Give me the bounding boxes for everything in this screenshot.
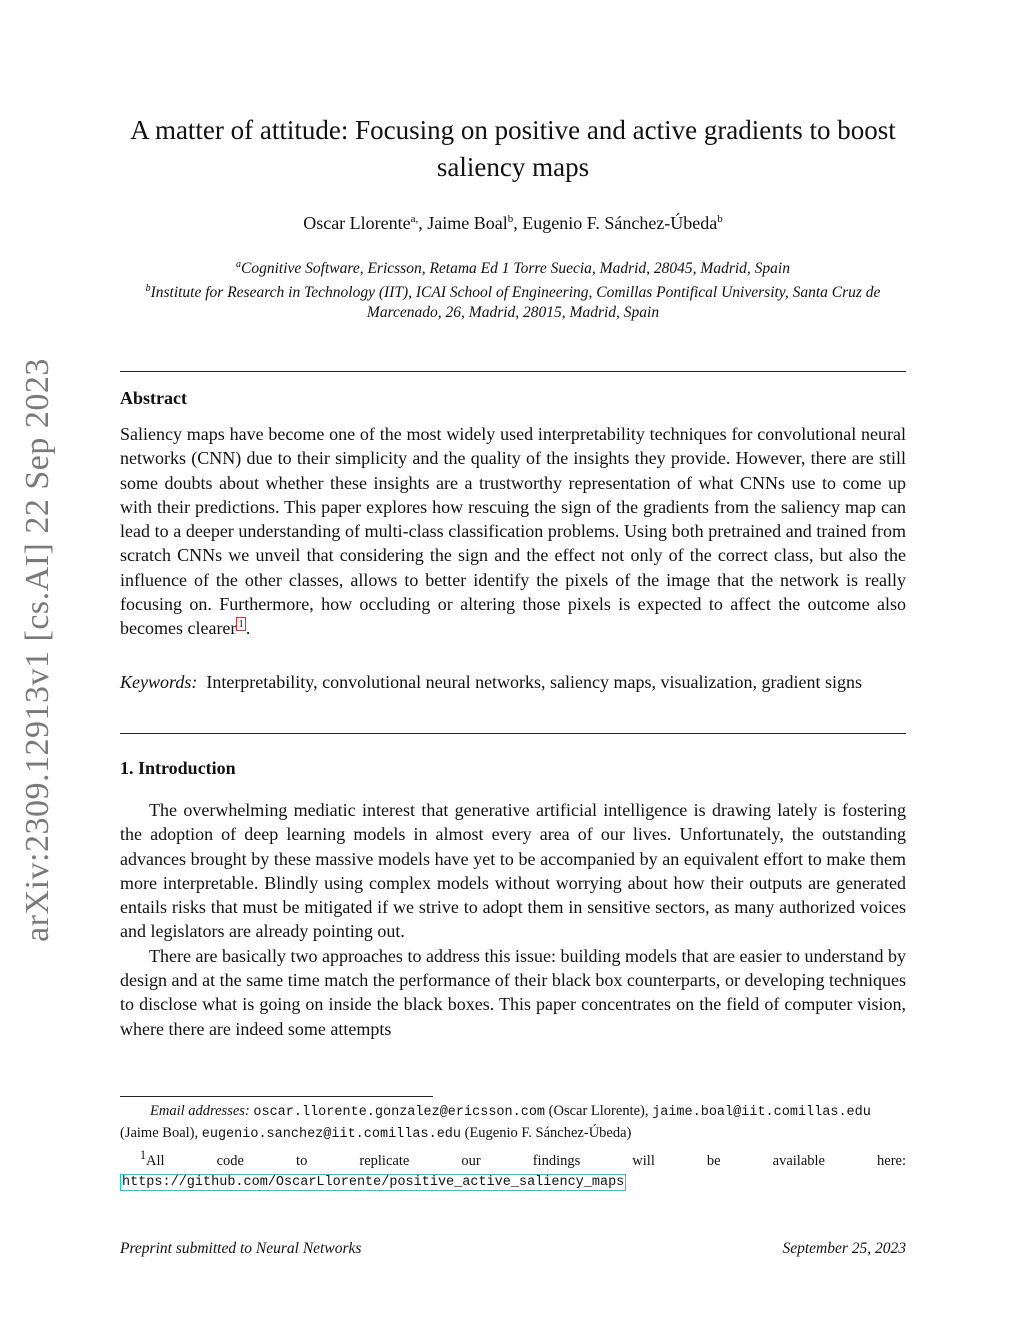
affiliation-mark: b (145, 283, 151, 295)
arxiv-side-stamp (8, 358, 68, 942)
affiliation-list (120, 255, 906, 323)
section-heading-introduction: 1. Introduction (120, 758, 236, 778)
footnote-ref-link[interactable]: 1 (238, 618, 244, 631)
email-owner: (Eugenio F. Sánchez-Úbeda) (464, 1125, 632, 1141)
introduction-body (120, 798, 906, 1041)
abstract-end: . (245, 618, 251, 639)
intro-paragraph: The overwhelming mediatic interest that generative artificial intelligence is drawing lately is fostering the adoption of deep learning models in almost every area of our lives. Unfortunately, the outstanding advances brought by these massive models have yet to be accompanied by an equivalent effort to make them more interpretable. Blindly using complex models without worrying about how their outputs are generated entails risks that must be mitigated if we strive to adopt them in sensitive sectors, as many authorized voices and legislators are already pointing out. (120, 800, 906, 942)
email-link[interactable]: jaime.boal@iit.comillas.edu (652, 1105, 871, 1120)
footnotes (120, 1101, 906, 1193)
email-link[interactable]: eugenio.sanchez@iit.comillas.edu (201, 1127, 461, 1142)
author-affil-mark: b (717, 213, 723, 225)
footer-date: September 25, 2023 (782, 1240, 906, 1257)
author-name: Oscar Llorente (303, 213, 411, 233)
code-footnote-text: All code to replicate our findings will be available here: (146, 1152, 906, 1169)
author-affil-mark: b (507, 213, 514, 225)
email-owner: (Jaime Boal), (120, 1125, 199, 1141)
abstract-bottom-rule (120, 733, 906, 734)
abstract-text (120, 422, 906, 641)
footer-journal: Preprint submitted to Neural Networks (120, 1240, 362, 1257)
footnote-number: 1 (140, 1148, 147, 1162)
author-list: Oscar Llorente$^{a,}$, Jaime Boal$^b$, Eugenio F. Sánchez-Úbeda$^b$ (303, 213, 723, 233)
abstract-heading: Abstract (120, 388, 187, 408)
intro-paragraph: There are basically two approaches to address this issue: building models that are easier to understand by design and at the same time match the performance of their black box counterparts, or developing techniques to disclose what is going on inside the black boxes. This paper concentrates on the field of computer vision, where there are indeed some attempts (120, 945, 906, 1039)
footnote-rule (120, 1096, 433, 1097)
keywords-text: Interpretability, convolutional neural networks, saliency maps, visualization, gradient signs (206, 672, 862, 692)
affiliation-text: Cognitive Software, Ericsson, Retama Ed 1 Torre Suecia, Madrid, 28045, Madrid, Spain (241, 260, 790, 278)
abstract-body: Saliency maps have become one of the most widely used interpretability techniques for convolutional neural networks (CNN) due to their simplicity and the quality of the insights they provide. However, there are still some doubts about whether these insights are a trustworthy representation of what CNNs use to come up with their predictions. This paper explores how rescuing the sign of the gradients from the saliency map can lead to a deeper understanding of multi-class classification problems. Using both pretrained and trained from scratch CNNs we unveil that considering the sign and the effect not only of the correct class, but also the influence of the other classes, allows to better identify the pixels of the image that the network is really focusing on. Furthermore, how occluding or altering those pixels is expected to affect the outcome also becomes clearer (120, 424, 906, 639)
keywords-label: Keywords: (120, 672, 198, 692)
affiliation-mark: a (236, 259, 242, 270)
keywords (120, 670, 906, 694)
email-link[interactable]: oscar.llorente.gonzalez@ericsson.com (253, 1105, 546, 1120)
affiliation-a (120, 255, 906, 279)
abstract-top-rule (120, 371, 906, 372)
affiliation-b (120, 279, 906, 323)
paper-title: A matter of attitude: Focusing on positive and active gradients to boost saliency maps (130, 115, 896, 182)
code-footnote (120, 1145, 906, 1193)
author-affil-mark: a, (410, 213, 419, 225)
affiliation-text: Institute for Research in Technology (IIT), ICAI School of Engineering, Comillas Pontifical University, Santa Cruz de Marcenado, 26, Madrid, 28015, Madrid, Spain (150, 284, 881, 322)
page-footer (120, 1240, 906, 1258)
arxiv-identifier: arXiv:2309.12913v1 [cs.AI] 22 Sep 2023 (19, 358, 57, 942)
email-footnote (120, 1101, 906, 1145)
email-owner: (Oscar Llorente), (548, 1103, 649, 1119)
author-name: Eugenio F. Sánchez-Úbeda (522, 213, 718, 233)
code-url-link[interactable]: https://github.com/OscarLlorente/positive_active_saliency_maps (122, 1174, 625, 1190)
email-label: Email addresses: (150, 1103, 250, 1119)
author-name: Jaime Boal (427, 213, 508, 233)
